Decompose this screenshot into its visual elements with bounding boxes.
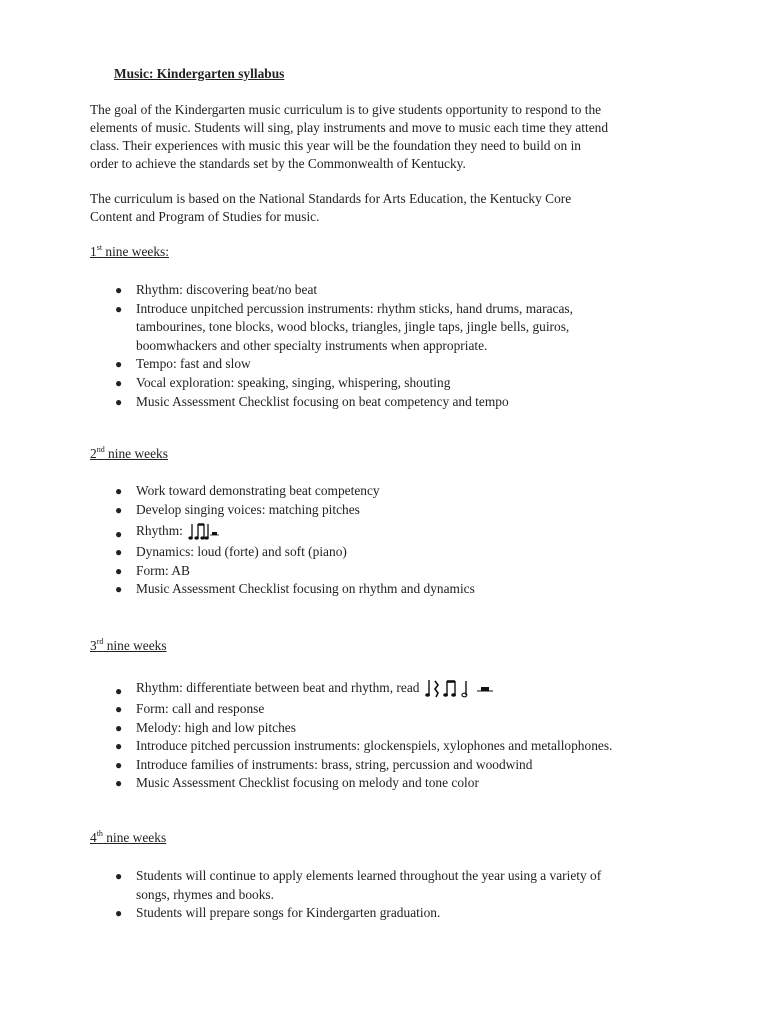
list-item: ● Students will prepare songs for Kindergarten graduation. [90,904,710,923]
rhythm-notes-icon [425,678,497,700]
bullet-icon: ● [115,484,123,498]
list-item: ● Rhythm: discovering beat/no beat [90,281,710,300]
section-list-4 [90,867,710,923]
list-item: ● Music Assessment Checklist focusing on beat competency and tempo [90,393,710,412]
list-item: ● Melody: high and low pitches [90,719,710,738]
list-item: ● Music Assessment Checklist focusing on melody and tone color [90,774,710,793]
section-heading-4 [90,830,166,846]
curriculum-paragraph [90,190,690,226]
list-item: ● Vocal exploration: speaking, singing, whispering, shouting [90,374,710,393]
section-number: 3 [90,638,97,653]
section-list-1 [90,281,710,411]
bullet-icon: ● [115,906,123,921]
section-ordinal: th [96,829,103,838]
section-list-2 [90,482,710,599]
section-heading-1 [90,244,169,260]
bullet-icon: ● [115,757,123,772]
list-item: ● Students will continue to apply elements learned throughout the year using a variety of songs, rhymes and books. [115,868,602,902]
bullet-icon: ● [115,375,123,390]
section-ordinal: st [96,243,103,252]
bullet-icon: ● [115,283,123,297]
section-list-3 [90,676,710,793]
list-item: ● Tempo: fast and slow [90,355,710,374]
bullet-icon: ● [115,502,123,517]
bullet-icon: ● [115,301,123,316]
section-label: nine weeks [103,638,167,653]
list-item: ● Dynamics: loud (forte) and soft (piano) [90,543,710,562]
bullet-icon: ● [115,869,123,883]
bullet-icon: ● [115,357,123,372]
list-item: ● Work toward demonstrating beat competency [90,482,710,501]
bullet-icon: ● [115,776,123,791]
list-item: ● Rhythm: [90,519,710,543]
bullet-icon: ● [115,684,123,698]
bullet-icon: ● [115,720,123,735]
section-ordinal: rd [96,637,104,646]
list-item: ● Introduce families of instruments: brass, string, percussion and woodwind [90,756,710,775]
section-heading-2 [90,446,168,462]
intro-line: class. Their experiences with music this year will be the foundation they need to build on in [90,138,581,153]
intro-line: The goal of the Kindergarten music curriculum is to give students opportunity to respond to the [90,102,602,117]
intro-line: order to achieve the standards set by the Commonwealth of Kentucky. [90,156,466,171]
section-ordinal: nd [96,445,105,454]
intro-paragraph [90,101,690,173]
intro-line: elements of music. Students will sing, play instruments and move to music each time they attend [90,120,609,135]
bullet-icon: ● [115,739,123,754]
page-title: Music: Kindergarten syllabus [114,66,285,81]
section-label: nine weeks [102,244,166,259]
section-label: nine weeks [104,446,168,461]
list-item: ● Rhythm: differentiate between beat and rhythm, read [90,676,710,700]
list-item: ● Develop singing voices: matching pitches [90,501,710,520]
rhythm-notes-icon [188,522,220,542]
section-heading-3 [90,638,167,654]
list-item: ● Form: call and response [90,700,710,719]
list-item: ● Form: AB [90,562,710,581]
list-item: ● Music Assessment Checklist focusing on rhythm and dynamics [90,580,710,599]
curriculum-line: The curriculum is based on the National Standards for Arts Education, the Kentucky Core [90,191,572,206]
curriculum-line: Content and Program of Studies for music. [90,209,320,224]
bullet-icon: ● [115,545,123,560]
section-number: 2 [90,446,97,461]
list-item: ● Introduce unpitched percussion instruments: rhythm sticks, hand drums, maracas, tambourines, tone blocks, wood blocks, triangles, jingle taps, jingle bells, guiros, boomwhackers and other specialty instruments when appropriate. [115,300,573,353]
section-number: 1 [90,244,97,259]
bullet-icon: ● [115,394,123,409]
bullet-icon: ● [115,563,123,578]
section-label: nine weeks [102,830,167,845]
section-suffix: : [165,244,169,259]
section-number: 4 [90,830,97,845]
bullet-icon: ● [115,702,123,716]
bullet-icon: ● [115,582,123,597]
list-item: ● Introduce pitched percussion instruments: glockenspiels, xylophones and metallophones. [90,737,710,756]
bullet-icon: ● [115,527,123,542]
